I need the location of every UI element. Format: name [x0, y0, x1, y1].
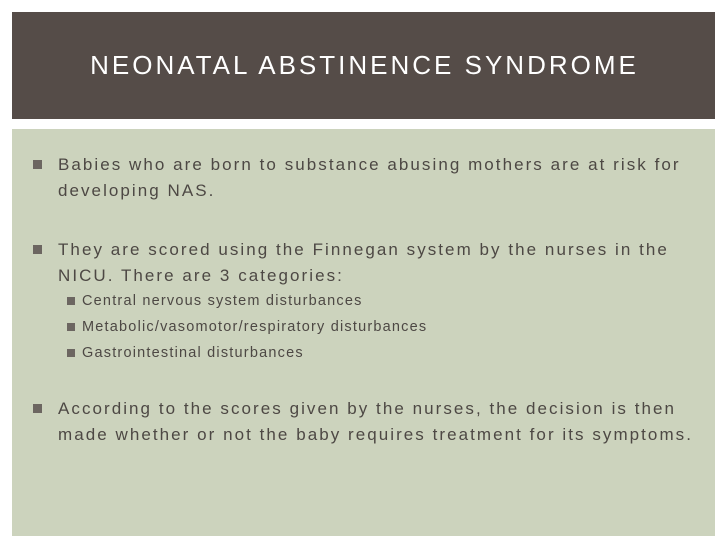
bullet-text: They are scored using the Finnegan system by the nurses in the NICU. There are 3 categories:	[58, 240, 669, 285]
sub-bullet-item	[12, 343, 702, 363]
sub-bullet-text: Metabolic/vasomotor/respiratory disturbances	[82, 319, 428, 335]
square-bullet-icon	[33, 404, 42, 413]
square-bullet-icon	[67, 323, 75, 331]
square-bullet-icon	[33, 160, 42, 169]
sub-bullet-text: Gastrointestinal disturbances	[82, 345, 304, 361]
bullet-item	[12, 237, 700, 289]
bullet-text: According to the scores given by the nurses, the decision is then made whether or not the baby requires treatment for its symptoms.	[58, 399, 693, 444]
content-panel	[12, 129, 715, 536]
sub-bullet-item	[12, 317, 702, 337]
square-bullet-icon	[67, 349, 75, 357]
bullet-item	[12, 152, 700, 204]
bullet-item	[12, 396, 700, 448]
bullet-text: Babies who are born to substance abusing mothers are at risk for developing NAS.	[58, 155, 681, 200]
title-bar	[12, 12, 715, 119]
square-bullet-icon	[67, 297, 75, 305]
sub-bullet-text: Central nervous system disturbances	[82, 293, 363, 309]
sub-bullet-item	[12, 291, 702, 311]
square-bullet-icon	[33, 245, 42, 254]
slide-title: NEONATAL ABSTINENCE SYNDROME	[90, 50, 639, 80]
